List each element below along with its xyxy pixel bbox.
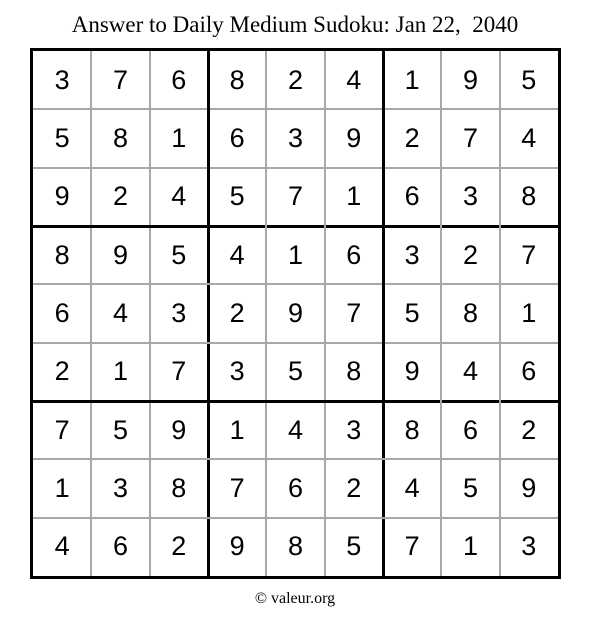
sudoku-cell: 8 xyxy=(287,531,303,562)
sudoku-cell: 7 xyxy=(346,297,362,328)
sudoku-cell: 4 xyxy=(404,472,420,503)
sudoku-cell: 3 xyxy=(287,122,303,153)
sudoku-cell: 4 xyxy=(462,356,478,387)
sudoku-cell: 7 xyxy=(229,472,245,503)
sudoku-cell: 6 xyxy=(229,122,245,153)
sudoku-cell: 6 xyxy=(171,64,187,95)
sudoku-cell: 7 xyxy=(462,122,478,153)
sudoku-cell: 6 xyxy=(404,181,420,212)
sudoku-cell: 2 xyxy=(171,531,187,562)
sudoku-cell: 2 xyxy=(521,414,537,445)
sudoku-cell: 9 xyxy=(54,181,70,212)
sudoku-cell: 4 xyxy=(54,531,70,562)
sudoku-cell: 1 xyxy=(112,356,128,387)
sudoku-cell: 6 xyxy=(462,414,478,445)
sudoku-cell: 6 xyxy=(287,472,303,503)
sudoku-cell: 2 xyxy=(112,181,128,212)
sudoku-cell: 3 xyxy=(346,414,362,445)
sudoku-cell: 3 xyxy=(229,356,245,387)
sudoku-cell: 1 xyxy=(229,414,245,445)
sudoku-cell: 3 xyxy=(404,239,420,270)
sudoku-cell: 8 xyxy=(112,122,128,153)
sudoku-cell: 1 xyxy=(462,531,478,562)
sudoku-cell: 2 xyxy=(54,356,70,387)
sudoku-cell: 9 xyxy=(229,531,245,562)
sudoku-grid xyxy=(30,48,561,579)
sudoku-cell: 7 xyxy=(112,64,128,95)
sudoku-cell: 5 xyxy=(54,122,70,153)
sudoku-cell: 1 xyxy=(54,472,70,503)
sudoku-cell: 5 xyxy=(112,414,128,445)
sudoku-cell: 9 xyxy=(346,122,362,153)
sudoku-cell: 7 xyxy=(54,414,70,445)
sudoku-cell: 7 xyxy=(521,239,537,270)
sudoku-cell: 4 xyxy=(112,297,128,328)
sudoku-cell: 2 xyxy=(287,64,303,95)
sudoku-cell: 9 xyxy=(287,297,303,328)
sudoku-cell: 4 xyxy=(346,64,362,95)
sudoku-cell: 6 xyxy=(54,297,70,328)
sudoku-cell: 8 xyxy=(462,297,478,328)
sudoku-cell: 1 xyxy=(171,122,187,153)
sudoku-cell: 7 xyxy=(287,181,303,212)
sudoku-cell: 4 xyxy=(521,122,537,153)
sudoku-cell: 3 xyxy=(54,64,70,95)
sudoku-cell: 2 xyxy=(404,122,420,153)
sudoku-cell: 8 xyxy=(521,181,537,212)
sudoku-cell: 9 xyxy=(521,472,537,503)
sudoku-cell: 1 xyxy=(404,64,420,95)
sudoku-cell: 2 xyxy=(462,239,478,270)
sudoku-cell: 4 xyxy=(229,239,245,270)
sudoku-cell: 5 xyxy=(521,64,537,95)
sudoku-cell: 5 xyxy=(171,239,187,270)
sudoku-cell: 5 xyxy=(287,356,303,387)
sudoku-cell: 5 xyxy=(229,181,245,212)
sudoku-cell: 9 xyxy=(112,239,128,270)
sudoku-cell: 6 xyxy=(521,356,537,387)
sudoku-cell: 1 xyxy=(521,297,537,328)
sudoku-cell: 2 xyxy=(346,472,362,503)
sudoku-cell: 4 xyxy=(287,414,303,445)
sudoku-cell: 7 xyxy=(404,531,420,562)
sudoku-cell: 8 xyxy=(404,414,420,445)
sudoku-cell: 3 xyxy=(112,472,128,503)
sudoku-cell: 1 xyxy=(287,239,303,270)
sudoku-cell: 8 xyxy=(229,64,245,95)
sudoku-cell: 5 xyxy=(462,472,478,503)
sudoku-cell: 8 xyxy=(346,356,362,387)
sudoku-cell: 9 xyxy=(171,414,187,445)
sudoku-cell: 3 xyxy=(171,297,187,328)
sudoku-cell: 4 xyxy=(171,181,187,212)
sudoku-cell: 6 xyxy=(346,239,362,270)
sudoku-cell: 3 xyxy=(521,531,537,562)
sudoku-cell: 8 xyxy=(171,472,187,503)
copyright-footer: © valeur.org xyxy=(254,590,336,607)
sudoku-cell: 5 xyxy=(404,297,420,328)
sudoku-cell: 5 xyxy=(346,531,362,562)
page-title: Answer to Daily Medium Sudoku: Jan 22, 2040 xyxy=(71,12,519,37)
sudoku-cell: 8 xyxy=(54,239,70,270)
sudoku-cell: 2 xyxy=(229,297,245,328)
sudoku-cell: 6 xyxy=(112,531,128,562)
sudoku-cell: 7 xyxy=(171,356,187,387)
sudoku-cell: 9 xyxy=(404,356,420,387)
sudoku-cell: 9 xyxy=(462,64,478,95)
sudoku-cell: 3 xyxy=(462,181,478,212)
sudoku-cell: 1 xyxy=(346,181,362,212)
